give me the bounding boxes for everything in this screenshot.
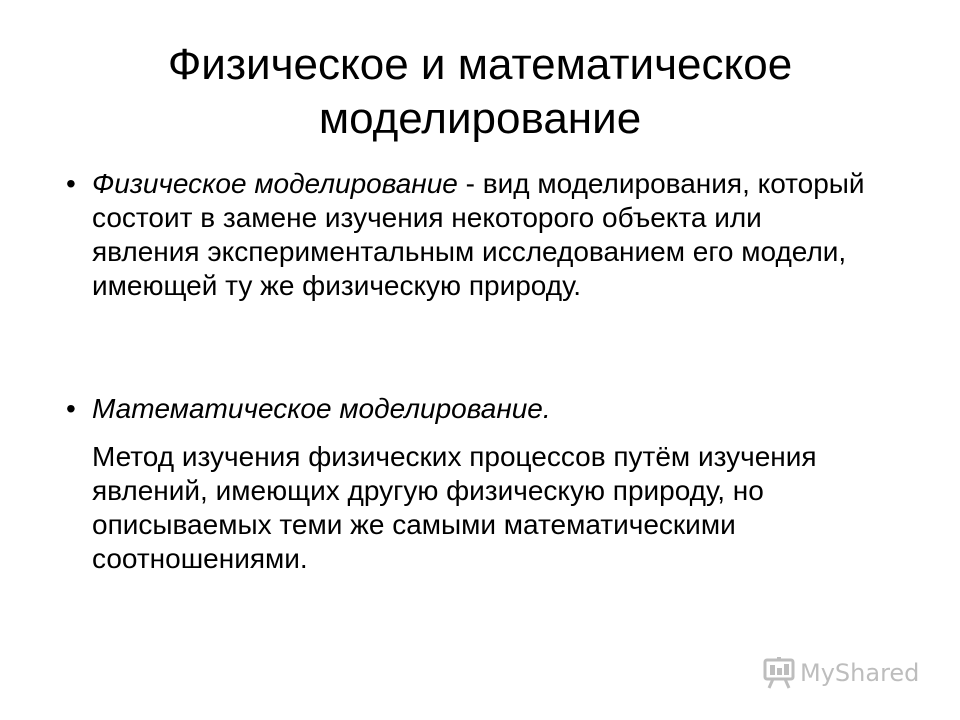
bullet-body <box>92 167 866 303</box>
bullet-term: Физическое моделирование <box>92 168 458 199</box>
bullet-dot: • <box>66 168 76 199</box>
bullet-term: Математическое моделирование. <box>92 393 551 424</box>
presentation-board-icon <box>762 656 796 690</box>
bullet-dot: • <box>66 393 76 424</box>
bullet-body <box>92 392 866 426</box>
watermark-text: MyShared <box>800 659 920 687</box>
math-definition-paragraph: Метод изучения физических процессов путём изучения явлений, имеющих другую физическую природу, но описываемых теми же самыми математическими соотношениями. <box>92 441 817 574</box>
bullet-item-math <box>66 392 866 426</box>
bullet-item-physical <box>66 167 866 303</box>
bullet-text: - вид моделирования, который состоит в замене изучения некоторого объекта или явления экспериментальным исследованием его модели, имеющей ту же физическую природу. <box>92 168 865 301</box>
myshared-watermark <box>762 655 919 691</box>
slide-title: Физическое и математическое моделирование <box>167 40 793 143</box>
